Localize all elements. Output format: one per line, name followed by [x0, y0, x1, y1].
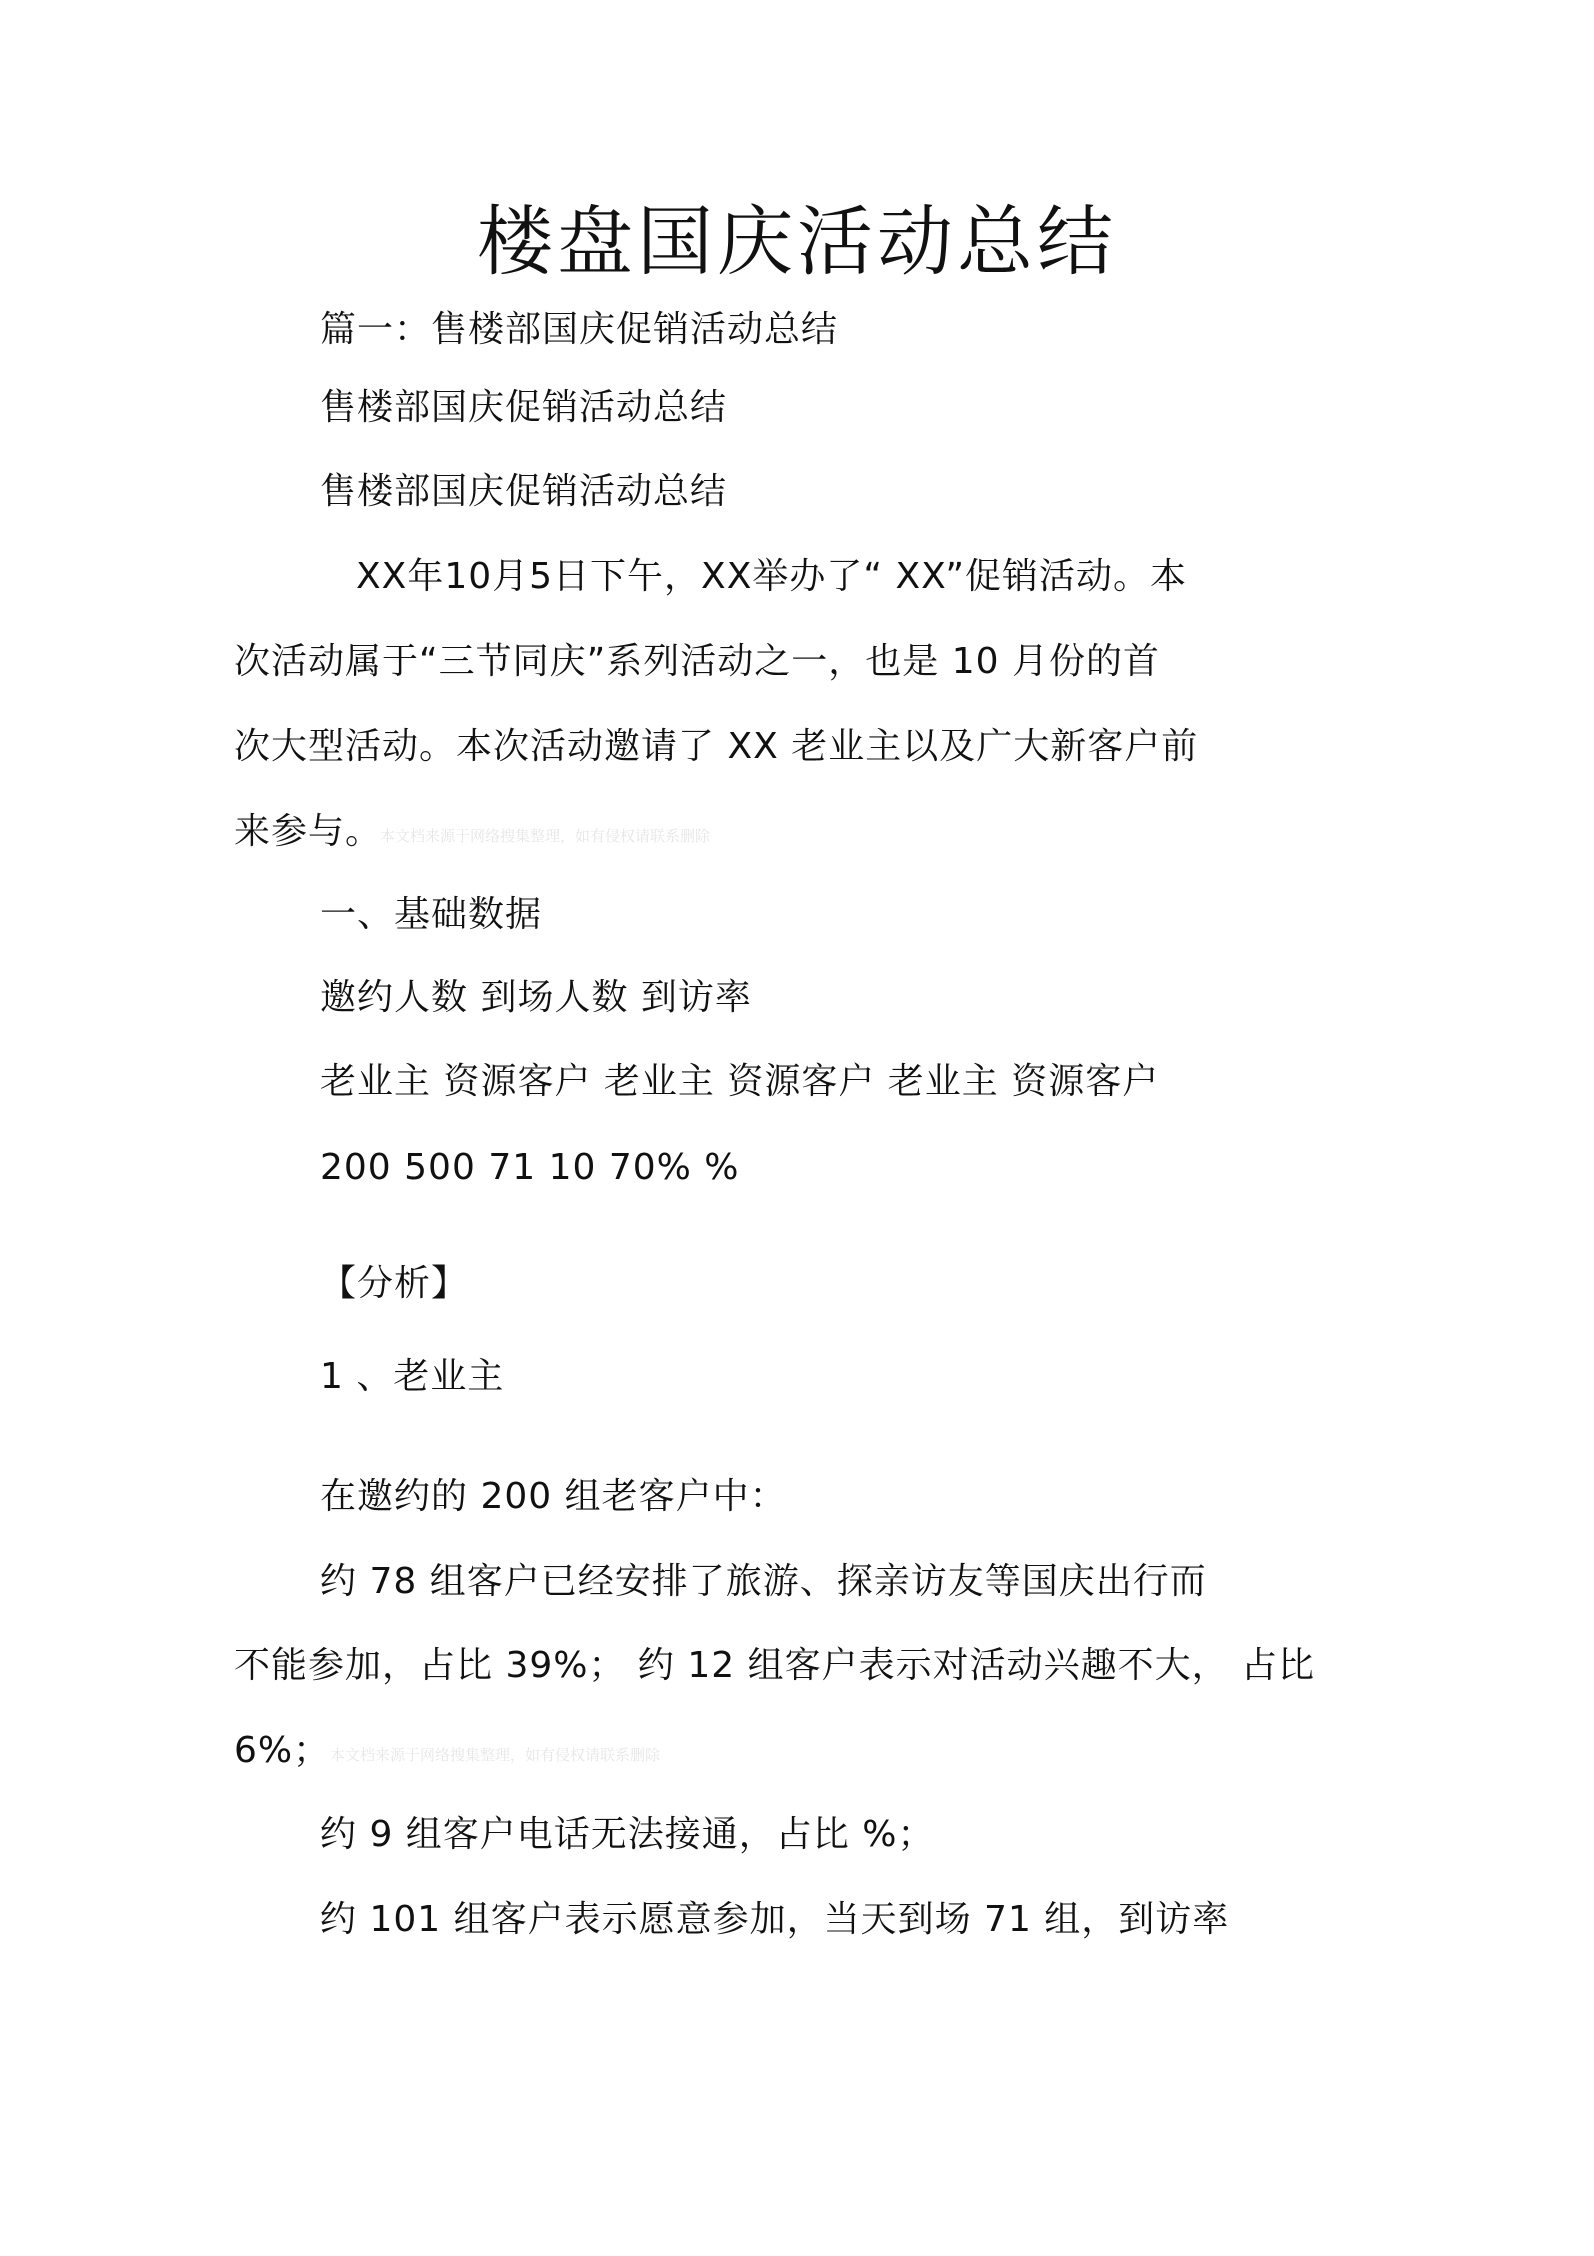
- section-heading: 一、基础数据: [320, 894, 543, 935]
- paragraph-line: 约 9 组客户电话无法接通，占比 %；: [320, 1814, 935, 1855]
- paragraph-line: XX年10月5日下午，XX举办了“ XX”促销活动。本: [356, 556, 1187, 597]
- watermark-note: 本文档来源于网络搜集整理，如有侵权请联系删除: [330, 1746, 661, 1764]
- subtitle: 售楼部国庆促销活动总结: [320, 387, 728, 428]
- paragraph-line: 约 78 组客户已经安排了旅游、探亲访友等国庆出行而: [320, 1561, 1207, 1602]
- document-title: 楼盘国庆活动总结: [477, 197, 1117, 286]
- paragraph-line: 不能参加，占比 39%； 约 12 组客户表示对活动兴趣不大， 占比: [234, 1645, 1316, 1686]
- paragraph-line: 6%；: [234, 1730, 331, 1771]
- data-values-line: 200 500 71 10 70% %: [320, 1147, 740, 1188]
- paragraph-line: 次活动属于“三节同庆”系列活动之一，也是 10 月份的首: [234, 641, 1160, 682]
- subsection-heading: 1 、老业主: [320, 1356, 505, 1397]
- section-heading: 篇一：售楼部国庆促销活动总结: [320, 309, 839, 350]
- paragraph-line: 来参与。: [234, 811, 383, 852]
- paragraph-line: 次大型活动。本次活动邀请了 XX 老业主以及广大新客户前: [234, 726, 1199, 767]
- analysis-heading: 【分析】: [320, 1263, 469, 1304]
- watermark-note: 本文档来源于网络搜集整理，如有侵权请联系删除: [380, 827, 711, 845]
- data-subheader-line: 老业主 资源客户 老业主 资源客户 老业主 资源客户: [320, 1061, 1160, 1102]
- subtitle: 售楼部国庆促销活动总结: [320, 471, 728, 512]
- paragraph-line: 约 101 组客户表示愿意参加，当天到场 71 组，到访率: [320, 1899, 1230, 1940]
- paragraph-line: 在邀约的 200 组老客户中：: [320, 1476, 787, 1517]
- data-header-line: 邀约人数 到场人数 到访率: [320, 977, 752, 1018]
